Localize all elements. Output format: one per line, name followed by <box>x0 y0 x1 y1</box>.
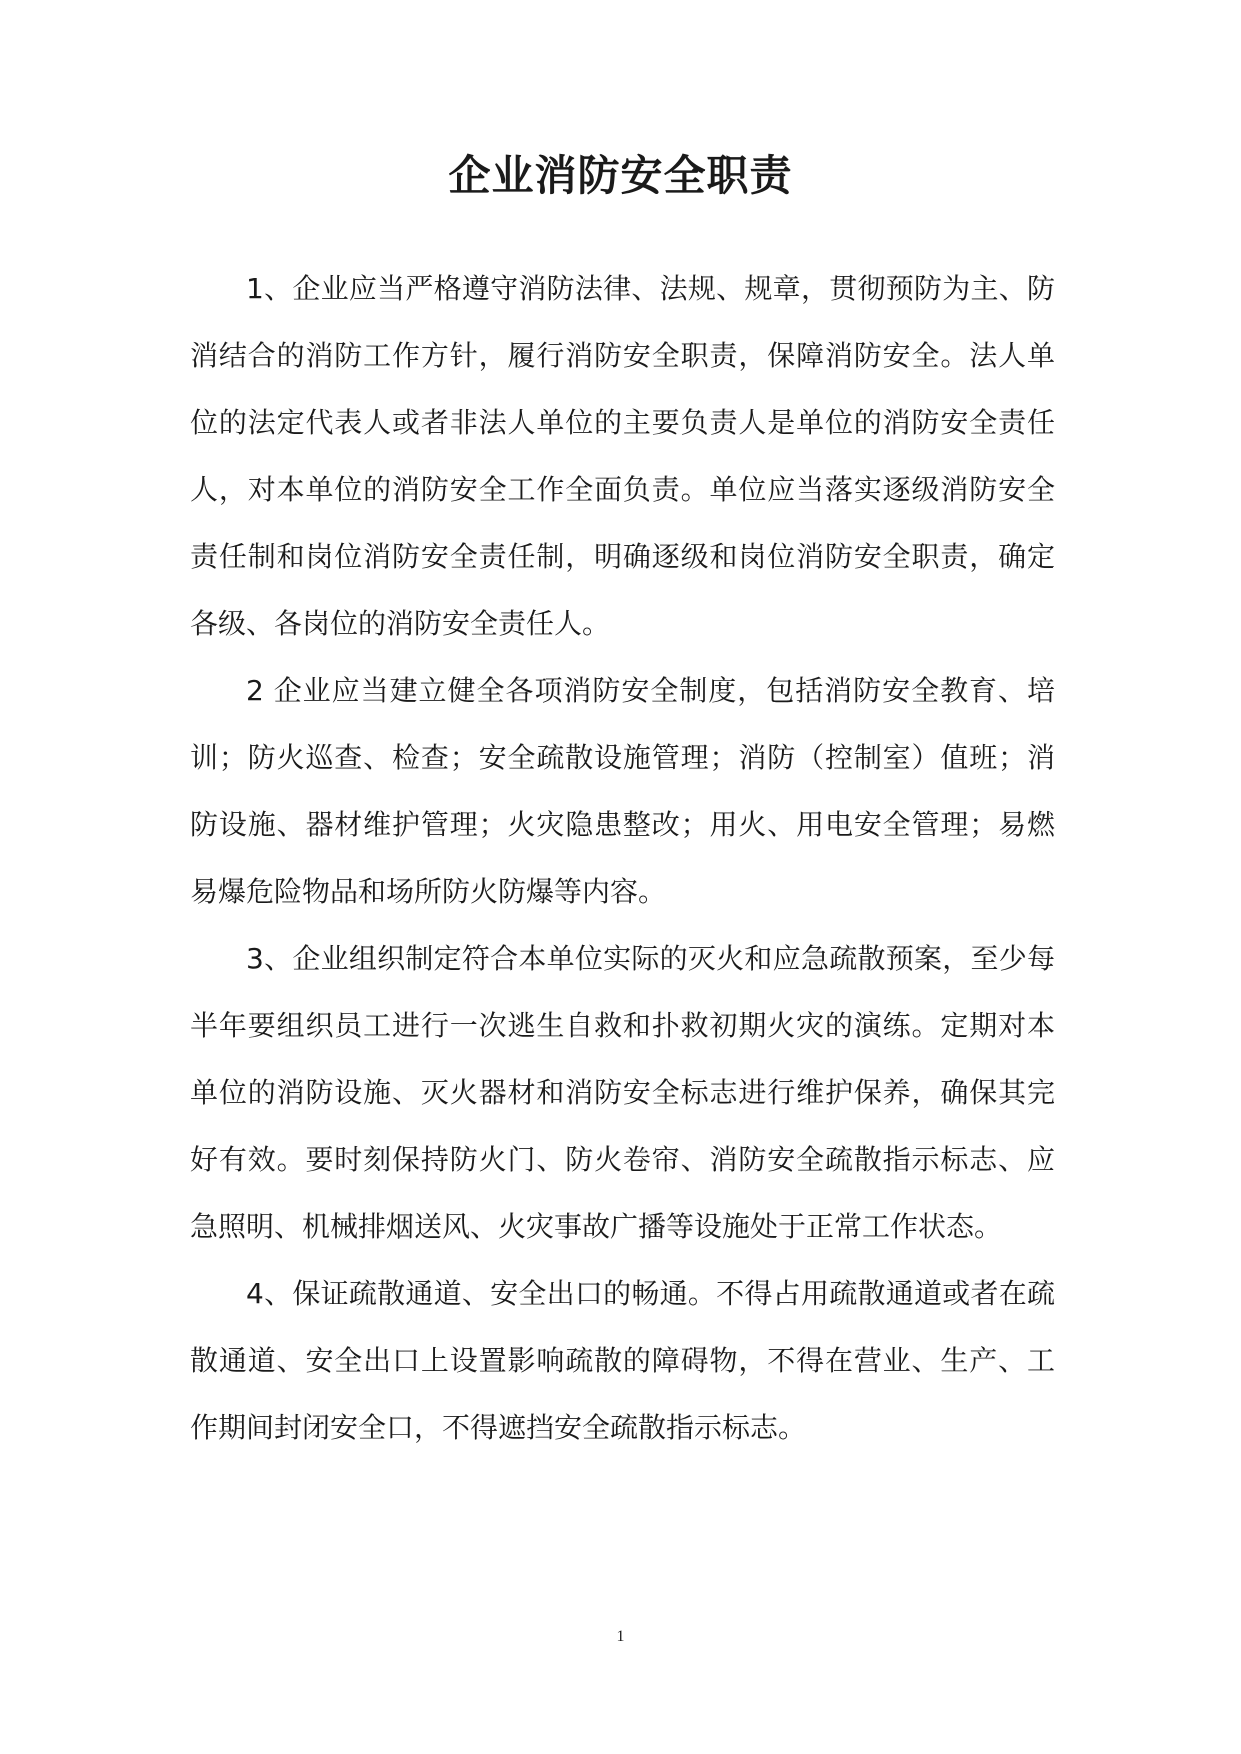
paragraph-4: 4、保证疏散通道、安全出口的畅通。不得占用疏散通道或者在疏散通道、安全出口上设置影响疏散的障碍物，不得在营业、生产、工作期间封闭安全口，不得遮挡安全疏散指示标志。 <box>190 1277 1055 1444</box>
page-number: 1 <box>616 1628 625 1645</box>
document-body <box>190 255 1055 1461</box>
paragraph-2: 2 企业应当建立健全各项消防安全制度，包括消防安全教育、培训；防火巡查、检查；安全疏散设施管理；消防（控制室）值班；消防设施、器材维护管理；火灾隐患整改；用火、用电安全管理；易燃易爆危险物品和场所防火防爆等内容。 <box>190 674 1055 908</box>
paragraph-1: 1、企业应当严格遵守消防法律、法规、规章，贯彻预防为主、防消结合的消防工作方针，履行消防安全职责，保障消防安全。法人单位的法定代表人或者非法人单位的主要负责人是单位的消防安全责任人，对本单位的消防安全工作全面负责。单位应当落实逐级消防安全责任制和岗位消防安全责任制，明确逐级和岗位消防安全职责，确定各级、各岗位的消防安全责任人。 <box>190 272 1055 640</box>
paragraph-3: 3、企业组织制定符合本单位实际的灭火和应急疏散预案，至少每半年要组织员工进行一次逃生自救和扑救初期火灾的演练。定期对本单位的消防设施、灭火器材和消防安全标志进行维护保养，确保其完好有效。要时刻保持防火门、防火卷帘、消防安全疏散指示标志、应急照明、机械排烟送风、火灾事故广播等设施处于正常工作状态。 <box>190 942 1055 1243</box>
document-title: 企业消防安全职责 <box>448 151 793 200</box>
